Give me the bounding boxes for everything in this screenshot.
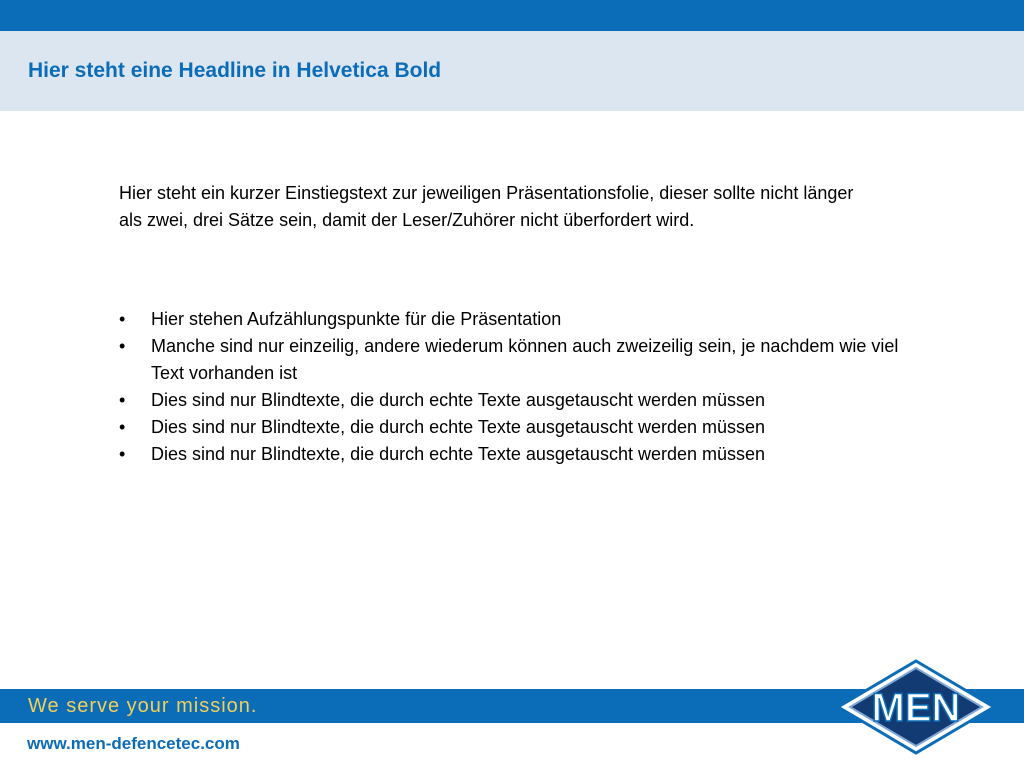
bullet-item: [119, 333, 899, 387]
footer-slogan: We serve your mission.: [28, 695, 258, 717]
bullet-item: [119, 387, 899, 414]
intro-text: Hier steht ein kurzer Einstiegstext zur jeweiligen Präsentationsfolie, dieser sollte nicht länger als zwei, drei Sätze sein, damit der Leser/Zuhörer nicht überfordert wird.: [119, 183, 854, 230]
bullet-icon: •: [119, 309, 126, 329]
bullet-icon: •: [119, 417, 126, 437]
bullet-text: Dies sind nur Blindtexte, die durch echte Texte ausgetauscht werden müssen: [151, 390, 766, 410]
bullet-text: Dies sind nur Blindtexte, die durch echte Texte ausgetauscht werden müssen: [151, 444, 766, 464]
bullet-icon: •: [119, 390, 126, 410]
slide-headline: Hier steht eine Headline in Helvetica Bold: [28, 59, 442, 82]
bullet-item: [119, 414, 899, 441]
bullet-icon: •: [119, 444, 126, 464]
top-bar: [0, 0, 1024, 31]
men-logo-icon: [836, 659, 996, 755]
bullet-text: Hier stehen Aufzählungspunkte für die Präsentation: [151, 309, 562, 329]
bullet-icon: •: [119, 336, 126, 356]
bullet-item: [119, 441, 899, 468]
footer-url: www.men-defencetec.com: [27, 734, 240, 753]
logo-text: MEN: [871, 686, 961, 730]
bullet-item: [119, 306, 899, 333]
bullet-text: Dies sind nur Blindtexte, die durch echte Texte ausgetauscht werden müssen: [151, 417, 766, 437]
bullet-text: Manche sind nur einzeilig, andere wiederum können auch zweizeilig sein, je nachdem wie viel Text vorhanden ist: [151, 336, 899, 383]
bullet-list: [119, 306, 899, 468]
